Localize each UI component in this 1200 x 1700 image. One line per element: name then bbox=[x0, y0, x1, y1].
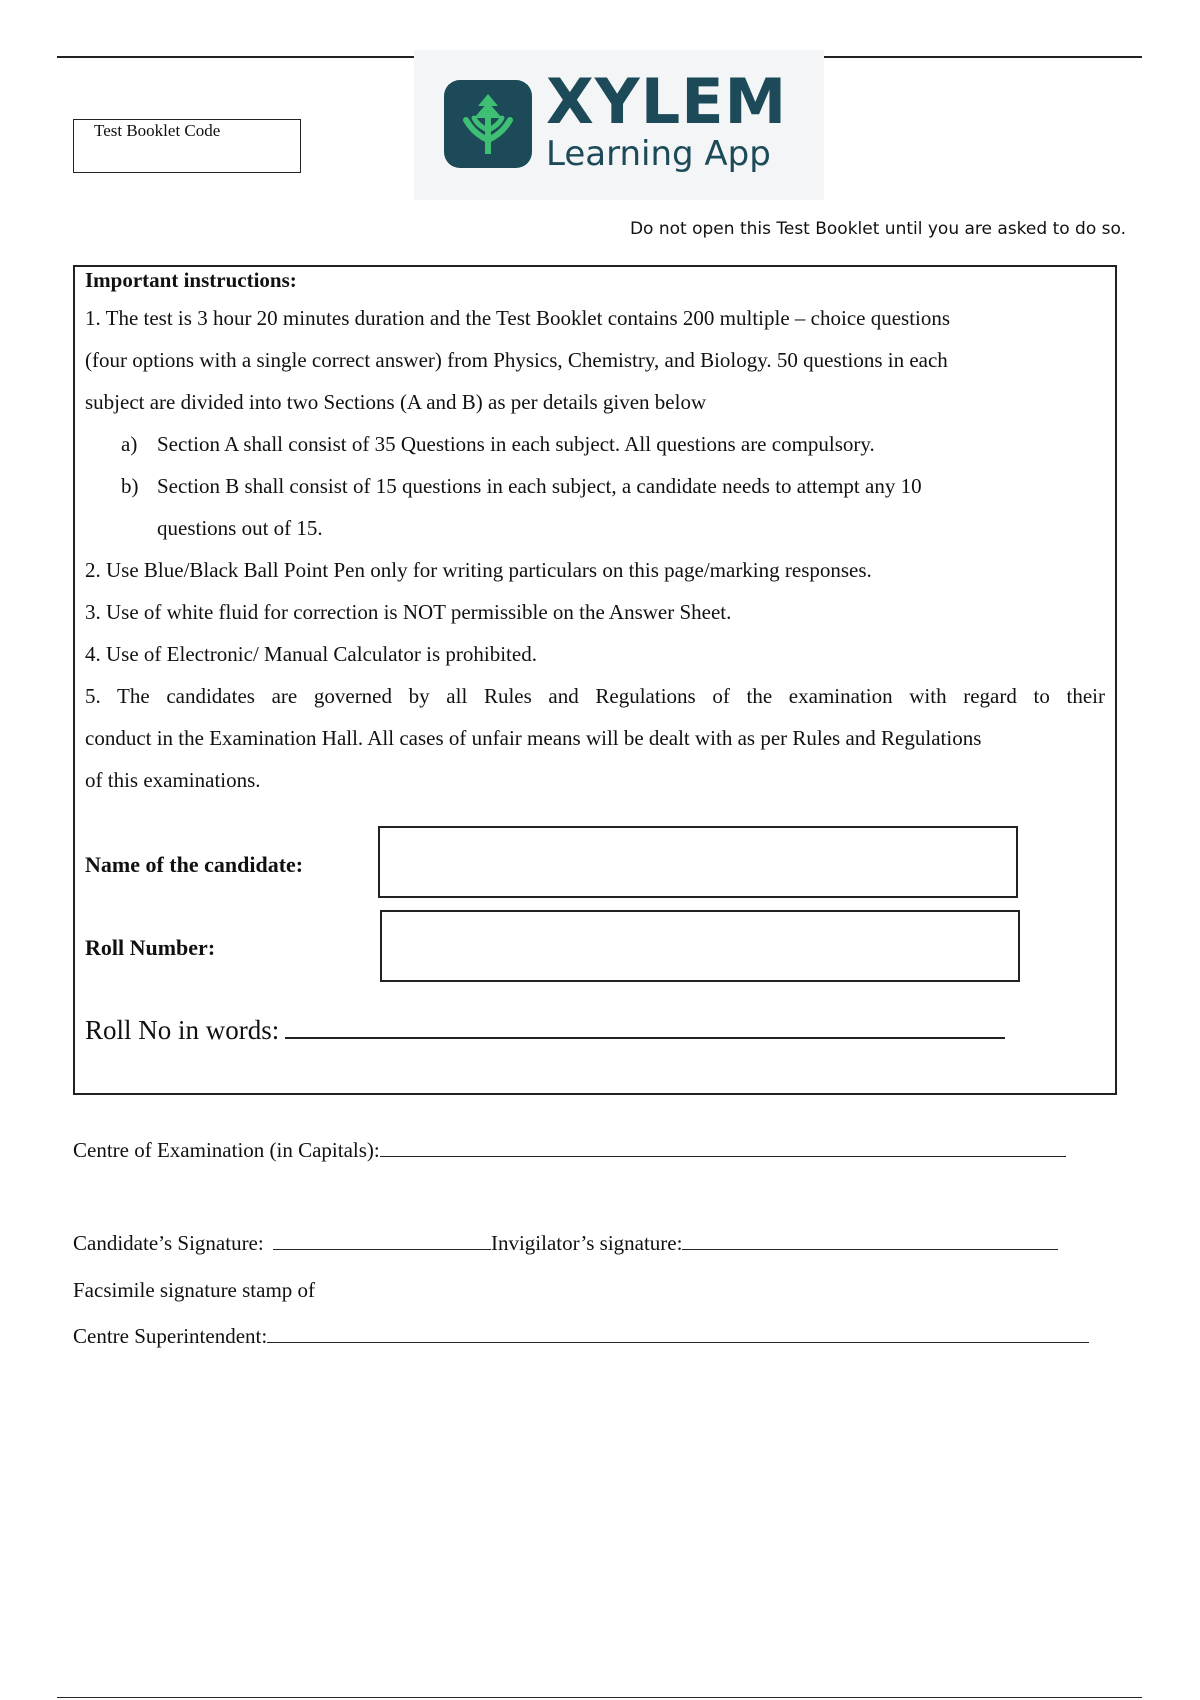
xylem-tree-icon bbox=[444, 80, 532, 168]
candidate-name-field[interactable] bbox=[378, 826, 1018, 898]
instruction-1-line-2: (four options with a single correct answer) from Physics, Chemistry, and Biology. 50 questions in each bbox=[85, 348, 948, 372]
instruction-2: 2. Use Blue/Black Ball Point Pen only for writing particulars on this page/marking responses. bbox=[85, 558, 872, 582]
centre-line[interactable] bbox=[380, 1138, 1066, 1157]
invigilator-signature-label: Invigilator’s signature: bbox=[490, 1231, 683, 1255]
roll-words-label: Roll No in words: bbox=[85, 1015, 280, 1045]
roll-number-field[interactable] bbox=[380, 910, 1020, 982]
roll-words-line[interactable] bbox=[285, 1011, 1005, 1039]
superintendent-label: Centre Superintendent: bbox=[73, 1324, 268, 1348]
candidate-name-label: Name of the candidate: bbox=[85, 852, 304, 877]
roll-number-label: Roll Number: bbox=[85, 935, 216, 960]
test-booklet-code-box[interactable] bbox=[73, 119, 301, 173]
centre-label: Centre of Examination (in Capitals): bbox=[73, 1138, 380, 1162]
instructions-box bbox=[73, 265, 1117, 1095]
sub-b-continuation: questions out of 15. bbox=[157, 516, 323, 540]
xylem-logo bbox=[414, 50, 824, 200]
superintendent-line[interactable] bbox=[267, 1324, 1089, 1343]
instruction-sub-b bbox=[85, 465, 1105, 507]
centre-row bbox=[73, 1138, 1066, 1163]
candidate-signature-label: Candidate’s Signature: bbox=[73, 1231, 264, 1255]
instruction-sub-a bbox=[85, 423, 1105, 465]
instruction-3: 3. Use of white fluid for correction is NOT permissible on the Answer Sheet. bbox=[85, 600, 732, 624]
instruction-5-line-1: 5. The candidates are governed by all Rules and Regulations of the examination with regard to their bbox=[85, 684, 1105, 708]
instructions-text bbox=[85, 267, 1105, 801]
instruction-1-line-1: 1. The test is 3 hour 20 minutes duration and the Test Booklet contains 200 multiple – choice questions bbox=[85, 306, 951, 330]
instruction-1-line-3: subject are divided into two Sections (A and B) as per details given below bbox=[85, 390, 707, 414]
sub-a-text: Section A shall consist of 35 Questions in each subject. All questions are compulsory. bbox=[157, 432, 875, 456]
do-not-open-warning: Do not open this Test Booklet until you are asked to do so. bbox=[629, 219, 1126, 239]
stamp-label: Facsimile signature stamp of bbox=[73, 1278, 316, 1302]
test-booklet-code-label: Test Booklet Code bbox=[94, 121, 221, 140]
logo-subtitle: Learning App bbox=[546, 134, 771, 174]
superintendent-row bbox=[73, 1324, 1089, 1349]
instruction-5-line-2: conduct in the Examination Hall. All cases of unfair means will be dealt with as per Rules and Regulations bbox=[85, 726, 982, 750]
invigilator-signature-line[interactable] bbox=[682, 1231, 1058, 1250]
instructions-heading: Important instructions: bbox=[85, 268, 297, 292]
roll-words-row bbox=[85, 1011, 1005, 1046]
signature-row bbox=[73, 1231, 1058, 1256]
top-rule-right bbox=[824, 56, 1142, 58]
instruction-5-line-3: of this examinations. bbox=[85, 768, 261, 792]
instruction-4: 4. Use of Electronic/ Manual Calculator is prohibited. bbox=[85, 642, 537, 666]
candidate-signature-line[interactable] bbox=[273, 1231, 491, 1250]
top-rule-left bbox=[57, 56, 414, 58]
sub-b-text: Section B shall consist of 15 questions in each subject, a candidate needs to attempt any 10 bbox=[157, 474, 922, 498]
sub-a-label: a) bbox=[121, 432, 138, 456]
bottom-rule bbox=[57, 1697, 1142, 1698]
logo-title: XYLEM bbox=[546, 65, 788, 138]
sub-b-label: b) bbox=[121, 474, 139, 498]
